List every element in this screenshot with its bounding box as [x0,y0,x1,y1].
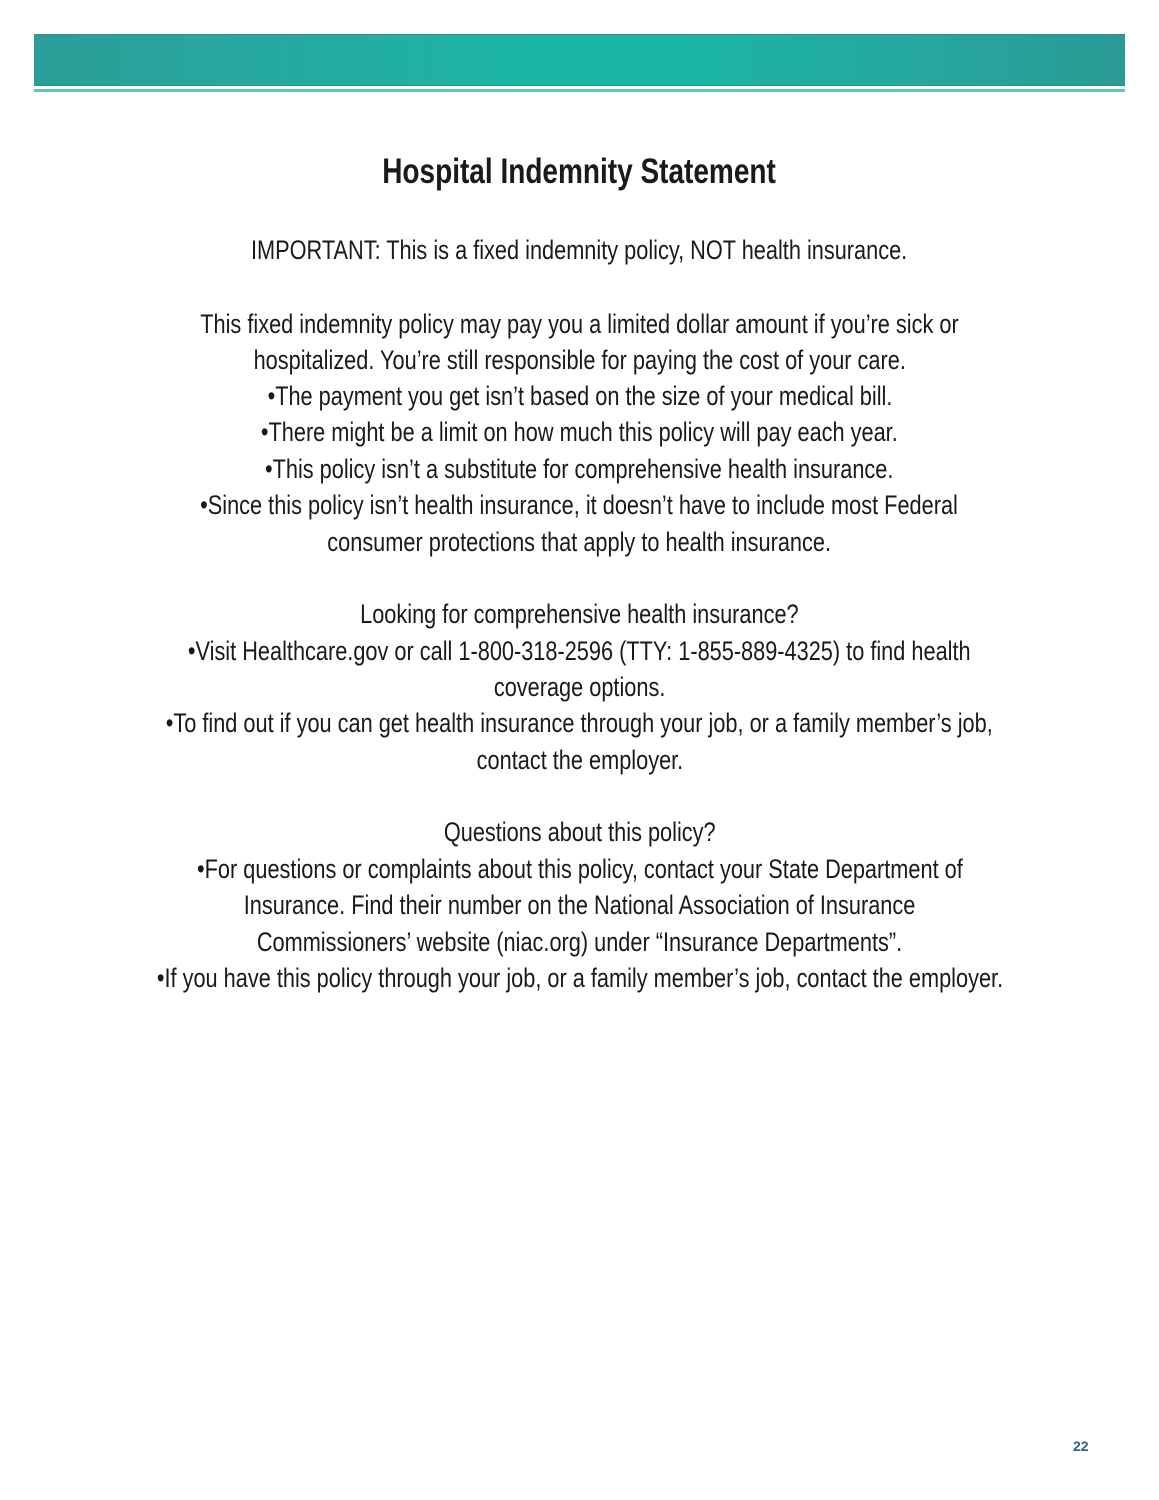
section1-line: hospitalized. You’re still responsible for paying the cost of your care. [253,345,906,375]
page-title: Hospital Indemnity Statement [382,152,777,191]
bullet-item-continued: contact the employer. [476,745,683,775]
important-notice: IMPORTANT: This is a fixed indemnity policy, NOT health insurance. [251,235,908,265]
bullet-item: •Visit Healthcare.gov or call 1-800-318-2596 (TTY: 1-855-889-4325) to find health [188,636,971,666]
page-number: 22 [1073,1438,1089,1454]
bullet-item-continued: consumer protections that apply to health insurance. [327,527,832,557]
bullet-item: •If you have this policy through your job, or a family member’s job, contact the employer. [156,963,1003,993]
section2-heading: Looking for comprehensive health insurance? [360,599,799,629]
header-banner [34,34,1125,86]
bullet-item: •The payment you get isn’t based on the size of your medical bill. [267,381,892,411]
bullet-item-continued: coverage options. [493,672,666,702]
bullet-item: •This policy isn’t a substitute for comprehensive health insurance. [265,454,894,484]
bullet-item: •Since this policy isn’t health insurance, it doesn’t have to include most Federal [200,490,959,520]
section3-heading: Questions about this policy? [443,817,716,847]
section1-line: This fixed indemnity policy may pay you a limited dollar amount if you’re sick or [200,309,959,339]
header-rule [34,89,1125,92]
bullet-item: •For questions or complaints about this policy, contact your State Department of [196,854,963,884]
bullet-item: •To find out if you can get health insurance through your job, or a family member’s job, [166,708,993,738]
bullet-item-continued: Insurance. Find their number on the National Association of Insurance [243,890,916,920]
bullet-item-continued: Commissioners’ website (niac.org) under “Insurance Departments”. [256,927,903,957]
bullet-item: •There might be a limit on how much this policy will pay each year. [261,417,898,447]
